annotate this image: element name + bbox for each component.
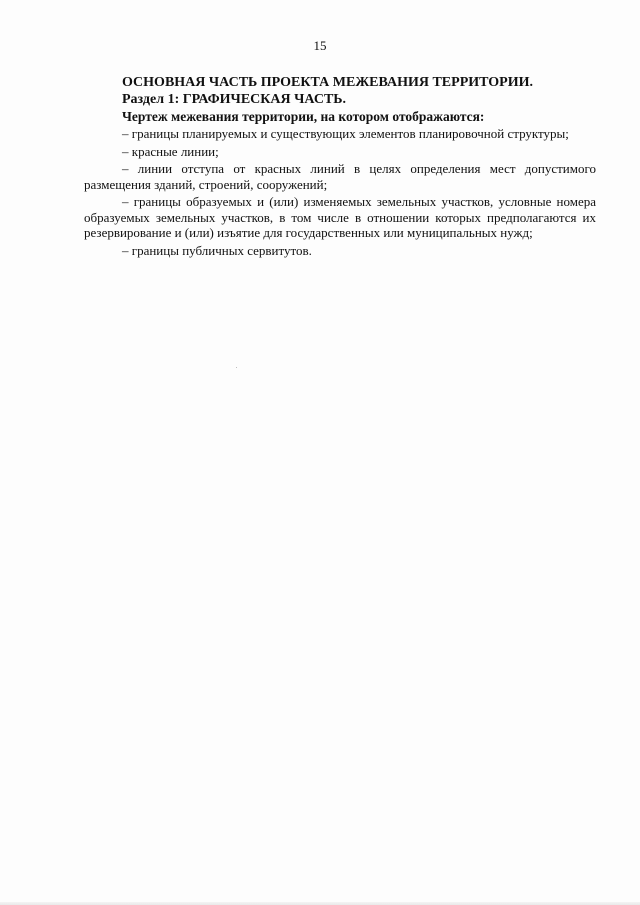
list-item: [84, 126, 596, 142]
dash-marker: –: [122, 242, 129, 258]
list-item-text: линии отступа от красных линий в целях определения мест допустимого размещения зданий, строений, сооружений;: [84, 161, 597, 192]
main-heading: ОСНОВНАЯ ЧАСТЬ ПРОЕКТА МЕЖЕВАНИЯ ТЕРРИТОРИИ.: [122, 75, 534, 90]
page-number: 15: [313, 38, 327, 53]
list-item-text: границы планируемых и существующих элементов планировочной структуры;: [131, 126, 569, 141]
item-list: [84, 126, 596, 258]
list-item: [84, 144, 596, 160]
dash-marker: –: [122, 161, 129, 176]
list-item: [84, 161, 596, 192]
list-item-text: границы образуемых и (или) изменяемых земельных участков, условные номера образуемых земельных участков, в том числе в отношении которых предполагаются их резервирование и (или) изъятие для государственных или муниципальных нужд;: [84, 194, 597, 240]
list-item-text: границы публичных сервитутов.: [131, 242, 312, 258]
list-item-text: красные линии;: [131, 143, 219, 159]
dash-marker: –: [122, 126, 129, 141]
section-heading: Раздел 1: ГРАФИЧЕСКАЯ ЧАСТЬ.: [122, 92, 347, 107]
document-body: [84, 74, 597, 260]
list-item: [84, 243, 596, 259]
dash-marker: –: [122, 194, 129, 209]
scan-speck: [236, 367, 237, 368]
dash-marker: –: [122, 143, 129, 159]
drawing-subheading: Чертеж межевания территории, на котором отображаются:: [122, 109, 485, 124]
list-item: [84, 194, 596, 241]
